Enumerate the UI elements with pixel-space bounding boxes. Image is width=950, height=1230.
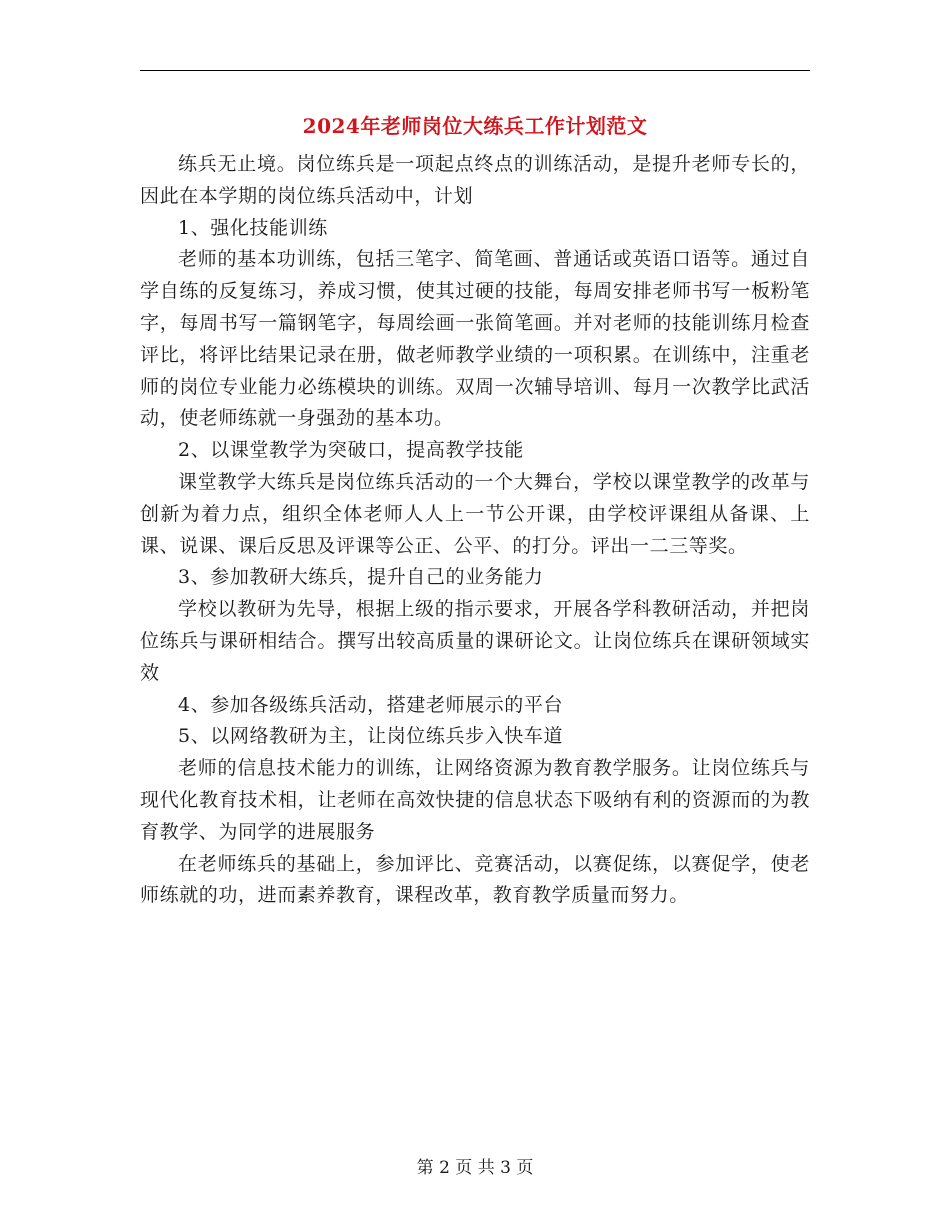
paragraph: 老师的基本功训练，包括三笔字、简笔画、普通话或英语口语等。通过自学自练的反复练习，养成习惯，使其过硬的技能，每周安排老师书写一板粉笔字，每周书写一篇钢笔字，每周绘画一张简笔画。并对老师的技能训练月检查评比，将评比结果记录在册，做老师教学业绩的一项积累。在训练中，注重老师的岗位专业能力必练模块的训练。双周一次辅导培训、每月一次教学比武活动，使老师练就一身强劲的基本功。 bbox=[140, 248, 810, 430]
section-heading: 4、参加各级练兵活动，搭建老师展示的平台 bbox=[178, 693, 564, 716]
paragraph: 在老师练兵的基础上，参加评比、竞赛活动，以赛促练，以赛促学，使老师练就的功，进而素养教育，课程改革，教育教学质量而努力。 bbox=[140, 852, 810, 907]
paragraph: 练兵无止境。岗位练兵是一项起点终点的训练活动，是提升老师专长的，因此在本学期的岗位练兵活动中，计划 bbox=[140, 153, 810, 207]
document-body bbox=[140, 149, 810, 912]
page-number: 第 2 页 共 3 页 bbox=[416, 1158, 534, 1178]
paragraph: 课堂教学大练兵是岗位练兵活动的一个大舞台，学校以课堂教学的改革与创新为着力点，组织全体老师人人上一节公开课，由学校评课组从备课、上课、说课、课后反思及评课等公正、公平、的打分。评出一二三等奖。 bbox=[140, 470, 810, 557]
section-heading: 5、以网络教研为主，让岗位练兵步入快车道 bbox=[178, 725, 564, 748]
section-heading: 2、以课堂教学为突破口，提高教学技能 bbox=[178, 439, 524, 462]
paragraph: 学校以教研为先导，根据上级的指示要求，开展各学科教研活动，并把岗位练兵与课研相结合。撰写出较高质量的课研论文。让岗位练兵在课研领域实效 bbox=[140, 598, 810, 684]
section-heading: 1、强化技能训练 bbox=[178, 216, 328, 239]
section-heading: 3、参加教研大练兵，提升自己的业务能力 bbox=[178, 566, 544, 589]
document-title: 2024年老师岗位大练兵工作计划范文 bbox=[302, 114, 648, 138]
header-rule bbox=[140, 70, 810, 71]
paragraph: 老师的信息技术能力的训练，让网络资源为教育教学服务。让岗位练兵与现代化教育技术相，让老师在高效快捷的信息状态下吸纳有利的资源而的为教育教学、为同学的进展服务 bbox=[140, 757, 810, 843]
